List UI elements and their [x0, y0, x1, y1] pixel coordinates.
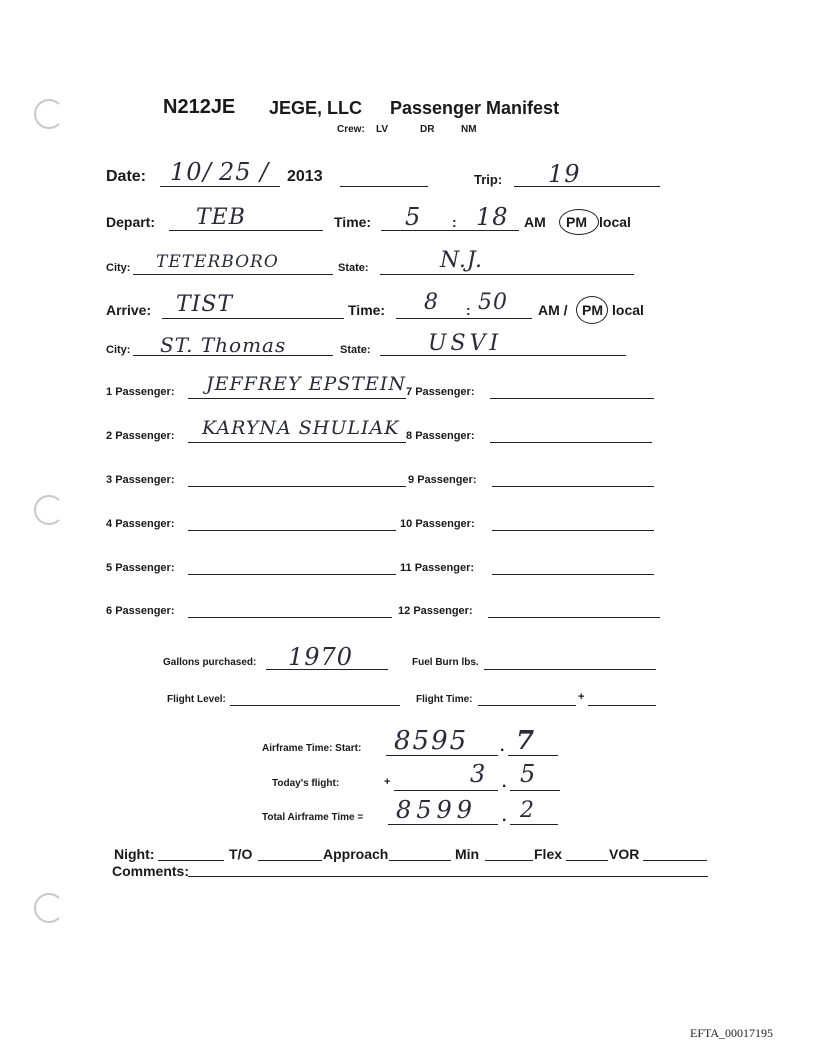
passenger-1-label — [106, 386, 175, 398]
passenger-3-label — [106, 474, 175, 486]
arrive-state-value: USVI — [428, 331, 503, 356]
arrive-time-colon: : — [466, 302, 471, 318]
passenger-7-number: 7 — [406, 386, 413, 398]
passenger-8-number: 8 — [406, 430, 413, 442]
date-month-value: 10 — [170, 158, 203, 186]
depart-local-label: local — [599, 214, 631, 230]
passenger-3-suffix: Passenger: — [115, 474, 175, 486]
passenger-6-suffix: Passenger: — [115, 605, 175, 617]
total-airframe-dot: . — [502, 808, 507, 825]
crew-member-3: NM — [461, 124, 477, 135]
flight-time-line-hours — [478, 705, 576, 706]
form-title: Passenger Manifest — [390, 98, 560, 118]
todays-flight-whole-value: 3 — [470, 760, 487, 788]
date-line — [160, 186, 280, 187]
arrive-minute-value: 50 — [478, 290, 508, 315]
passenger-11-line — [492, 574, 654, 575]
passenger-8-line — [490, 442, 652, 443]
depart-am-label: AM — [524, 214, 546, 230]
date-separator-2: / — [260, 158, 270, 186]
trip-label: Trip: — [474, 172, 503, 187]
passenger-6-number: 6 — [106, 605, 113, 617]
arrive-line — [162, 318, 344, 319]
passenger-4-number: 4 — [106, 518, 113, 530]
todays-flight-plus: + — [384, 776, 391, 788]
depart-time-colon: : — [452, 214, 457, 230]
depart-state-line — [380, 274, 634, 275]
binder-hole-top — [34, 99, 64, 129]
min-line — [485, 860, 533, 861]
approach-line — [389, 860, 451, 861]
passenger-1-name: JEFFREY EPSTEIN — [206, 373, 406, 395]
crew-member-1: LV — [376, 124, 389, 135]
takeoff-label: T/O — [229, 846, 253, 862]
flight-time-label: Flight Time: — [416, 694, 473, 705]
crew-member-2: DR — [420, 124, 435, 135]
total-airframe-line-whole — [388, 824, 498, 825]
passenger-3-line — [188, 486, 406, 487]
todays-flight-dot: . — [502, 774, 507, 791]
total-airframe-line-tenth — [510, 824, 558, 825]
flight-level-label: Flight Level: — [167, 694, 226, 705]
passenger-12-line — [488, 617, 660, 618]
passenger-7-suffix: Passenger: — [415, 386, 475, 398]
passenger-2-line — [188, 442, 406, 443]
passenger-12-suffix: Passenger: — [413, 605, 473, 617]
depart-minute-value: 18 — [476, 203, 509, 231]
fuel-burn-line — [484, 669, 656, 670]
trip-line — [514, 186, 660, 187]
passenger-1-suffix: Passenger: — [115, 386, 175, 398]
passenger-4-suffix: Passenger: — [115, 518, 175, 530]
passenger-1-number: 1 — [106, 386, 113, 398]
total-airframe-whole-value: 8599 — [396, 796, 478, 824]
binder-hole-middle — [34, 495, 64, 525]
arrive-time-line — [396, 318, 532, 319]
passenger-3-number: 3 — [106, 474, 113, 486]
passenger-6-label — [106, 605, 175, 617]
passenger-6-line — [188, 617, 392, 618]
passenger-8-suffix: Passenger: — [415, 430, 475, 442]
passenger-9-suffix: Passenger: — [417, 474, 477, 486]
crew-label: Crew: — [337, 124, 365, 135]
comments-line — [188, 876, 708, 877]
todays-flight-label: Today's flight: — [272, 778, 340, 789]
depart-city-label: City: — [106, 262, 131, 274]
passenger-2-suffix: Passenger: — [115, 430, 175, 442]
min-label: Min — [455, 846, 480, 862]
passenger-4-line — [188, 530, 396, 531]
depart-city-line — [133, 274, 333, 275]
total-airframe-label: Total Airframe Time = — [262, 812, 364, 823]
passenger-12-number: 12 — [398, 605, 411, 617]
airframe-start-dot: . — [500, 738, 505, 755]
company-name: JEGE, LLC — [269, 98, 363, 118]
passenger-1-line — [188, 398, 406, 399]
date-day-value: 25 — [219, 158, 252, 186]
passenger-7-label — [406, 386, 475, 398]
depart-pm-label: PM — [566, 214, 587, 230]
passenger-10-suffix: Passenger: — [415, 518, 475, 530]
passenger-10-label — [400, 518, 475, 530]
fuel-burn-label: Fuel Burn lbs. — [412, 657, 479, 668]
arrive-pm-circle — [576, 296, 608, 324]
binder-hole-bottom — [34, 893, 64, 923]
depart-time-label: Time: — [334, 214, 372, 230]
arrive-airport-value: TIST — [176, 292, 234, 317]
passenger-5-suffix: Passenger: — [115, 562, 175, 574]
arrive-state-label: State: — [340, 344, 371, 356]
total-airframe-tenth-value: 2 — [520, 798, 535, 823]
arrive-hour-value: 8 — [424, 290, 439, 315]
passenger-11-label — [400, 562, 474, 574]
airframe-start-label: Airframe Time: Start: — [262, 743, 362, 754]
night-label: Night: — [114, 846, 155, 862]
arrive-time-label: Time: — [348, 302, 386, 318]
arrive-city-label: City: — [106, 344, 131, 356]
depart-pm-circle — [559, 209, 599, 235]
date-year-line — [340, 186, 428, 187]
passenger-2-label — [106, 430, 175, 442]
todays-flight-line-tenth — [510, 790, 560, 791]
passenger-9-number: 9 — [408, 474, 415, 486]
depart-hour-value: 5 — [405, 203, 422, 231]
date-label: Date: — [106, 168, 147, 185]
depart-city-value: TETERBORO — [156, 252, 279, 272]
passenger-9-line — [492, 486, 654, 487]
passenger-7-line — [490, 398, 654, 399]
flight-time-line-minutes — [588, 705, 656, 706]
gallons-label: Gallons purchased: — [163, 657, 257, 668]
flex-label: Flex — [534, 846, 563, 862]
passenger-4-label — [106, 518, 175, 530]
passenger-10-line — [492, 530, 654, 531]
passenger-5-label — [106, 562, 175, 574]
passenger-5-line — [188, 574, 396, 575]
depart-label: Depart: — [106, 214, 156, 230]
trip-value: 19 — [548, 160, 581, 188]
passenger-2-number: 2 — [106, 430, 113, 442]
passenger-11-suffix: Passenger: — [414, 562, 475, 574]
approach-label: Approach — [323, 846, 389, 862]
aircraft-tail-number: N212JE — [163, 96, 236, 118]
passenger-2-name: KARYNA SHULIAK — [202, 417, 400, 439]
document-id: EFTA_00017195 — [690, 1026, 774, 1040]
passenger-8-label — [406, 430, 475, 442]
gallons-value: 1970 — [288, 643, 354, 671]
arrive-state-line — [380, 355, 626, 356]
depart-line — [169, 230, 323, 231]
arrive-city-value: ST. Thomas — [160, 333, 287, 357]
flight-time-plus: + — [578, 691, 585, 703]
flex-line — [566, 860, 608, 861]
passenger-12-label — [398, 605, 473, 617]
passenger-11-number: 11 — [400, 562, 412, 574]
night-line — [158, 860, 224, 861]
depart-state-value: N.J. — [440, 248, 483, 273]
arrive-local-label: local — [612, 302, 644, 318]
arrive-pm-label: PM — [582, 302, 603, 318]
todays-flight-line-whole — [394, 790, 498, 791]
airframe-start-tenth-value: 7 — [516, 726, 536, 756]
depart-airport-value: TEB — [196, 205, 246, 230]
airframe-start-whole-value: 8595 — [394, 726, 469, 756]
date-year-value: 2013 — [287, 168, 323, 185]
arrive-label: Arrive: — [106, 302, 152, 318]
vor-label: VOR — [609, 846, 640, 862]
depart-state-label: State: — [338, 262, 369, 274]
todays-flight-tenth-value: 5 — [520, 760, 537, 788]
passenger-10-number: 10 — [400, 518, 413, 530]
flight-level-line — [230, 705, 400, 706]
arrive-am-label: AM / — [538, 302, 568, 318]
comments-label: Comments: — [112, 863, 190, 879]
date-separator-1: / — [203, 158, 213, 186]
passenger-5-number: 5 — [106, 562, 113, 574]
vor-line — [643, 860, 707, 861]
takeoff-line — [258, 860, 322, 861]
passenger-9-label — [408, 474, 477, 486]
